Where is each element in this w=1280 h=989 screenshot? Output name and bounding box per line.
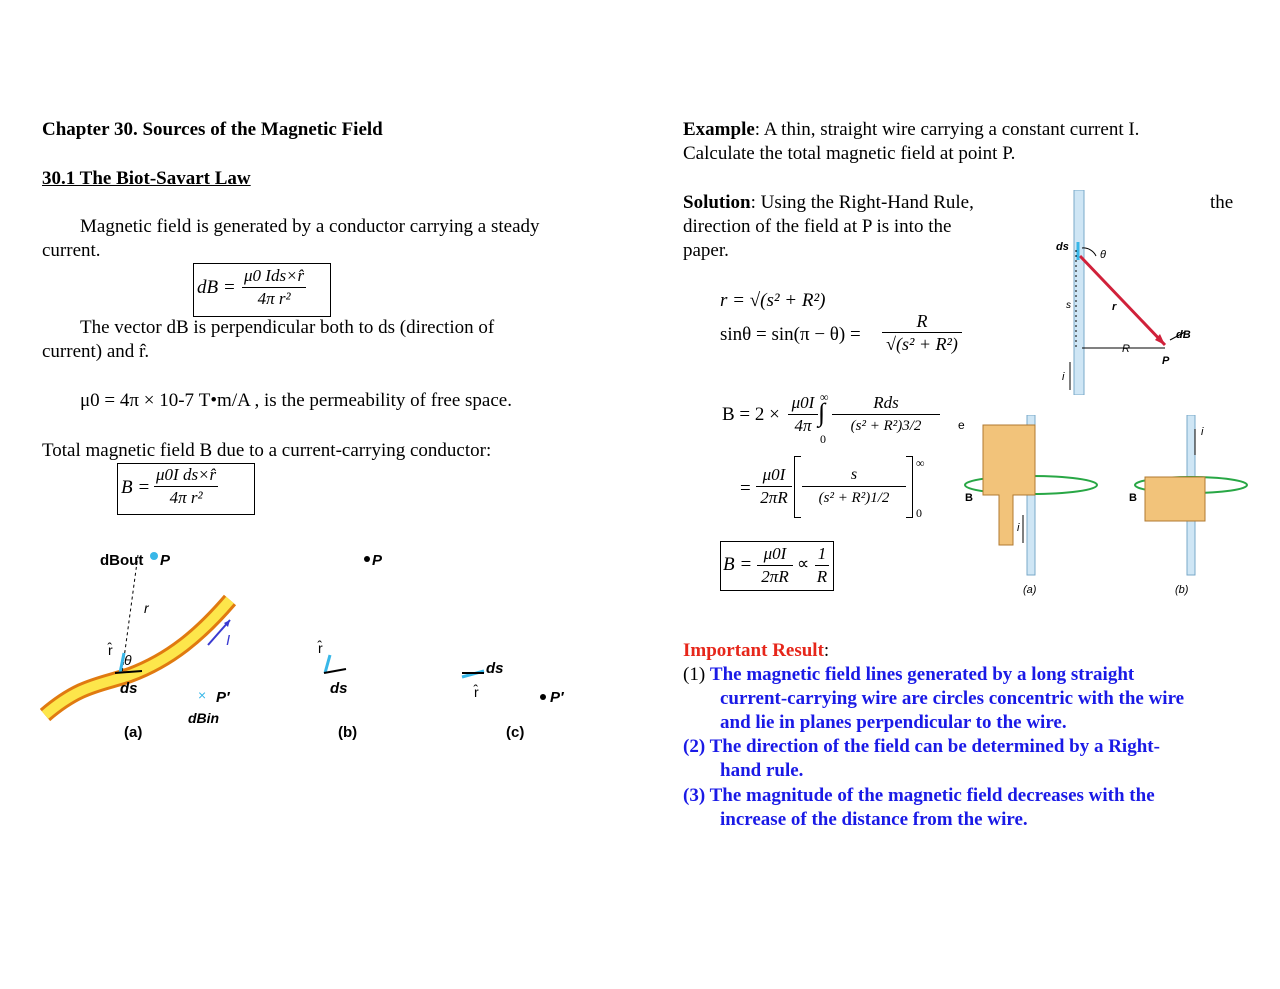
solution-line-2: direction of the field at P is into the [683,216,952,237]
eq-b3-num2: 1 [815,543,829,566]
chapter-title: Chapter 30. Sources of the Magnetic Field [42,119,383,140]
eq-b3-num: μ0I [757,543,793,566]
eq-b1-fraction [832,392,940,437]
eq-b1-coef [788,392,818,437]
result-1-line-2: current-carrying wire are circles concentric with the wire [720,688,1185,709]
result-2-number: (2) [683,736,706,757]
eq-b1-den: (s² + R²)3/2 [850,418,922,434]
eq2-lhs: B = [121,477,151,498]
eq1-numerator: μ0 Ids×r̂ [242,265,306,288]
eq-b2-lower: 0 [916,506,922,520]
eq-b1-lhs: B = 2 × [722,404,780,425]
eq-b2-fraction [802,464,906,509]
fig1-i: i [1062,371,1065,383]
result-3-number: (3) [683,785,706,806]
biot-savart-equation-box [193,263,331,317]
eq1-lhs: dB = [197,277,236,298]
section-title: 30.1 The Biot-Savart Law [42,168,251,189]
label-a: (a) [124,724,143,741]
result-2-line-1 [683,735,1160,759]
eq-b3-fraction [757,543,793,588]
label-dBin: dBin [188,710,220,726]
r-vector [1080,256,1165,345]
label-rhat-b: r̂ [318,640,323,656]
eq-b1-coef-den: 4π [794,416,812,435]
cross-mark: × [198,687,207,703]
biot-savart-figure [40,545,580,750]
eq-b3-fraction2 [815,543,829,588]
important-heading [683,639,829,663]
eq2-fraction [154,464,218,509]
rhat-vector-b [325,655,330,673]
eq-r: r = √(s² + R²) [720,290,826,311]
wire-geometry-figure [1010,190,1210,395]
fig1-dB: dB [1176,329,1191,341]
eq-sin-num: R [882,310,962,333]
important-colon: : [823,640,830,661]
hand-b [1145,477,1205,521]
fig2-label-b: (b) [1175,584,1189,596]
eq-b1-upper: ∞ [820,390,829,404]
stray-e: e [958,418,965,432]
eq-b2-coef-den: 2πR [760,488,788,507]
result-3-line-1 [683,784,1155,808]
eq-b2-num: s [802,464,906,487]
label-theta: θ [124,652,132,668]
eq-b2-den: (s² + R²)1/2 [818,490,890,506]
eq-b3-prop: ∝ [797,554,810,573]
example-text: : A thin, straight wire carrying a constant current I. [754,119,1140,140]
eq-b1-lower: 0 [820,432,826,446]
eq-b3-lhs: B = [723,554,753,575]
solution-text: : Using the Right-Hand Rule, [750,192,974,213]
label-p: P [160,552,171,569]
solution-line-3: paper. [683,240,729,261]
example-line-1 [683,118,1139,142]
eq-b2-coef [756,464,792,509]
total-field-line: Total magnetic field B due to a current-carrying conductor: [42,440,492,461]
fig1-theta: θ [1100,249,1106,261]
label-p-b: P [372,552,383,569]
result-1-number: (1) [683,664,706,685]
solution-line-1 [683,191,974,215]
label-ds-a: ds [120,680,138,697]
fig2-label-a: (a) [1023,584,1037,596]
solution-the: the [1210,192,1234,213]
fig1-ds: ds [1056,241,1069,253]
label-dBout: dBout [100,552,144,569]
right-hand-rule-figure [955,415,1255,600]
eq1-denominator: 4π r² [257,289,291,308]
eq2-numerator: μ0I ds×r̂ [154,464,218,487]
result-2-text-1: The direction of the field can be determined by a Right- [709,736,1160,757]
result-2-line-2: hand rule. [720,760,804,781]
fig1-s: s [1066,300,1071,311]
fig2-B-a: B [965,492,973,504]
eq-b2-right-bracket [906,456,913,518]
fig1-r: r [1112,301,1117,313]
eq-b1-coef-num: μ0I [788,392,818,415]
point-p-dot [150,552,158,560]
total-field-equation-box [117,463,255,515]
eq-sin-lhs: sinθ = sin(π − θ) = [720,324,861,345]
fig2-i-b: i [1201,426,1204,438]
label-ds-b: ds [330,680,348,697]
example-line-2: Calculate the total magnetic field at point P. [683,143,1016,164]
label-current: I [226,632,231,649]
label-pprime-c: P′ [550,689,564,706]
eq-b2-coef-num: μ0I [756,464,792,487]
eq-sin-den: √(s² + R²) [886,334,958,354]
fig2-B-b: B [1129,492,1137,504]
result-1-line-3: and lie in planes perpendicular to the wire. [720,712,1067,733]
label-c: (c) [506,724,525,741]
eq-b1-integral: ∫ [818,398,826,427]
label-b: (b) [338,724,358,741]
label-rhat-c: r̂ [474,684,479,700]
eq-b2-upper: ∞ [916,456,925,470]
eq-b3-den: 2πR [761,567,789,586]
intro-line-1: Magnetic field is generated by a conductor carrying a steady [80,216,540,237]
eq-sin-fraction [882,310,962,355]
vector-line-2: current) and r̂. [42,341,150,362]
example-label: Example [683,119,755,140]
point-p-b [364,556,370,562]
point-pprime-c [540,694,546,700]
mu0-definition: μ0 = 4π × 10-7 T•m/A , is the permeability of free space. [80,390,512,411]
eq1-fraction [242,265,306,310]
important-label: Important Result [683,640,824,661]
vector-line-1: The vector dB is perpendicular both to ds (direction of [80,317,495,338]
label-rhat-a: r̂ [108,642,113,658]
final-result-box [720,541,834,591]
eq-b3-den2: R [816,567,828,586]
eq-b1-num: Rds [832,392,940,415]
eq2-denominator: 4π r² [169,488,203,507]
fig1-R: R [1122,343,1130,355]
eq-b2-lhs: = [740,478,751,499]
label-pprime-a: P′ [216,689,230,706]
intro-line-2: current. [42,240,101,261]
result-1-line-1 [683,663,1134,687]
eq-b2-left-bracket [794,456,801,518]
label-ds-c: ds [486,660,504,677]
straight-wire [1074,190,1084,395]
result-3-text-1: The magnitude of the magnetic field decreases with the [709,785,1155,806]
fig2-i-a: i [1017,522,1020,534]
solution-label: Solution [683,192,751,213]
result-3-line-2: increase of the distance from the wire. [720,809,1028,830]
result-1-text-1: The magnetic field lines generated by a long straight [709,664,1135,685]
label-r: r [144,600,149,616]
fig1-P: P [1162,355,1170,367]
